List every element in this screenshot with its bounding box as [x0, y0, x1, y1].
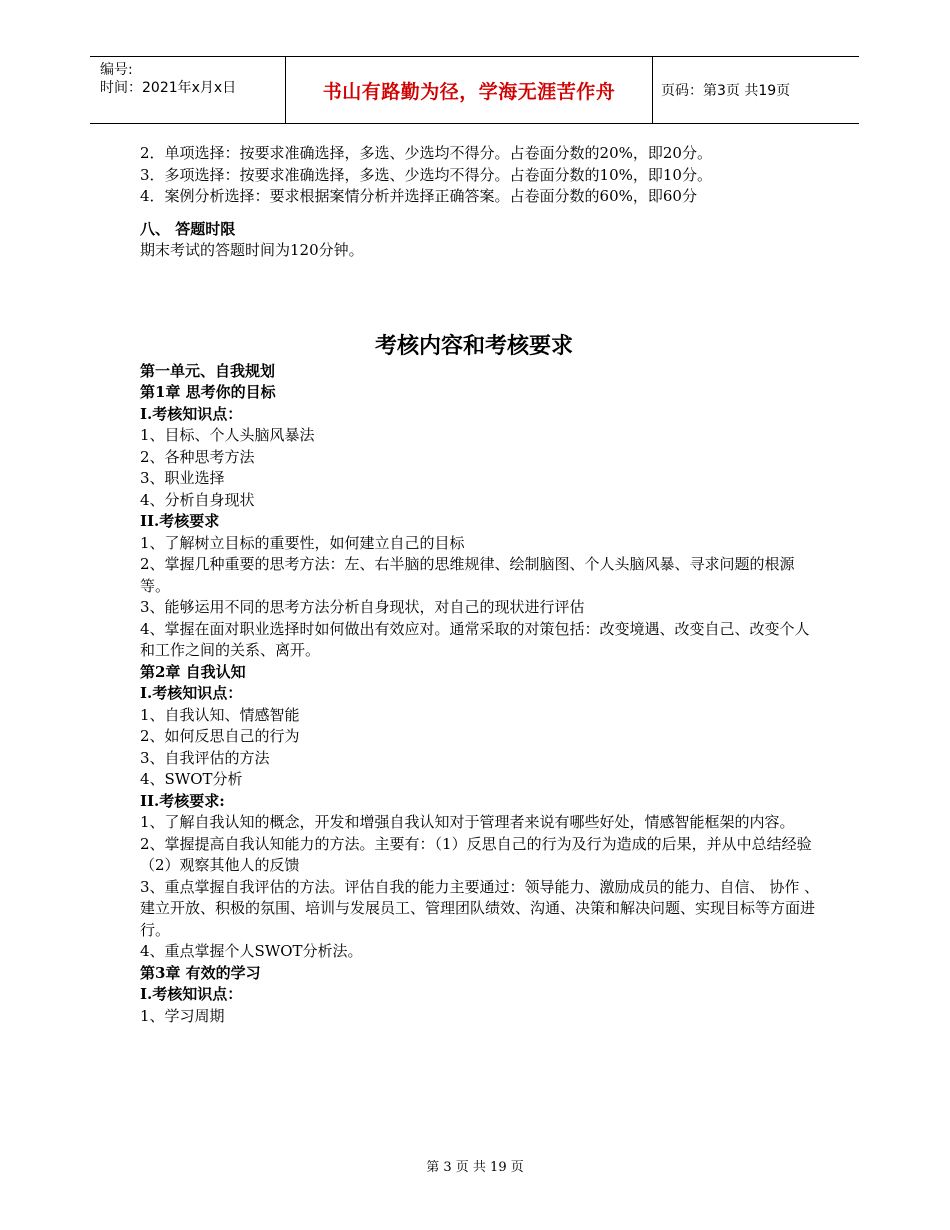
requirement-item: 2、掌握几种重要的思考方法：左、右半脑的思维规律、绘制脑图、个人头脑风暴、寻求问题的根源等。: [140, 555, 795, 595]
header-page-info: 页码：第3页 共19页: [661, 83, 791, 99]
page-footer: 第 3 页 共 19 页: [426, 1160, 524, 1175]
exam-type-item: 4．案例分析选择：要求根据案情分析并选择正确答案。占卷面分数的60%，即60分: [140, 187, 697, 205]
points-heading: I.考核知识点：: [140, 684, 243, 702]
time-label: 时间：2021年x月x日: [100, 80, 237, 96]
exam-type-item: 2．单项选择：按要求准确选择，多选、少选均不得分。占卷面分数的20%，即20分。: [140, 144, 712, 162]
main-title: 考核内容和考核要求: [374, 332, 573, 359]
requirement-item: 4、掌握在面对职业选择时如何做出有效应对。通常采取的对策包括：改变境遇、改变自己、改变个人和工作之间的关系、离开。: [140, 619, 810, 659]
requirements-heading: II.考核要求:: [140, 791, 225, 810]
unit-heading: 第一单元、自我规划: [140, 361, 276, 380]
chapter-title: 第1章 思考你的目标: [140, 383, 276, 401]
header-motto: 书山有路勤为径，学海无涯苦作舟: [285, 57, 653, 123]
requirement-item: 3、重点掌握自我评估的方法。评估自我的能力主要通过：领导能力、激励成员的能力、自信、 协作 、建立开放、积极的氛围、培训与发展员工、管理团队绩效、沟通、决策和解决问题、实现目标等方面进行。: [140, 877, 820, 939]
number-label: 编号:: [100, 62, 133, 78]
knowledge-point: 4、SWOT分析: [140, 770, 243, 788]
knowledge-point: 2、如何反思自己的行为: [140, 727, 300, 745]
section8-body: 期末考试的答题时间为120分钟。: [140, 241, 364, 259]
knowledge-point: 1、自我认知、情感智能: [140, 705, 300, 724]
requirement-item: 4、重点掌握个人SWOT分析法。: [140, 942, 363, 960]
document-body: [140, 143, 820, 1027]
section8-heading: 八、 答题时限: [140, 219, 236, 238]
chapter-title: 第2章 自我认知: [140, 662, 246, 681]
page-header: [90, 56, 859, 124]
knowledge-point: 1、目标、个人头脑风暴法: [140, 426, 315, 444]
knowledge-point: 4、分析自身现状: [140, 490, 255, 509]
points-heading: I.考核知识点：: [140, 404, 243, 423]
header-left-cell: [90, 57, 285, 123]
requirement-item: 1、了解自我认知的概念，开发和增强自我认知对于管理者来说有哪些好处，情感智能框架的内容。: [140, 813, 795, 831]
knowledge-point: 3、职业选择: [140, 469, 225, 487]
requirement-item: 3、能够运用不同的思考方法分析自身现状，对自己的现状进行评估: [140, 598, 585, 616]
requirement-item: 1、了解树立目标的重要性，如何建立自己的目标: [140, 533, 465, 552]
knowledge-point: 1、学习周期: [140, 1006, 225, 1025]
requirements-heading: II.考核要求: [140, 512, 220, 530]
exam-type-item: 3．多项选择：按要求准确选择，多选、少选均不得分。占卷面分数的10%，即10分。: [140, 165, 712, 184]
points-heading: I.考核知识点：: [140, 985, 243, 1003]
chapter-title: 第3章 有效的学习: [140, 963, 261, 982]
requirement-item: 2、掌握提高自我认知能力的方法。主要有：（1）反思自己的行为及行为造成的后果，并从中总结经验（2）观察其他人的反馈: [140, 834, 812, 874]
knowledge-point: 3、自我评估的方法: [140, 748, 270, 767]
knowledge-point: 2、各种思考方法: [140, 447, 255, 466]
